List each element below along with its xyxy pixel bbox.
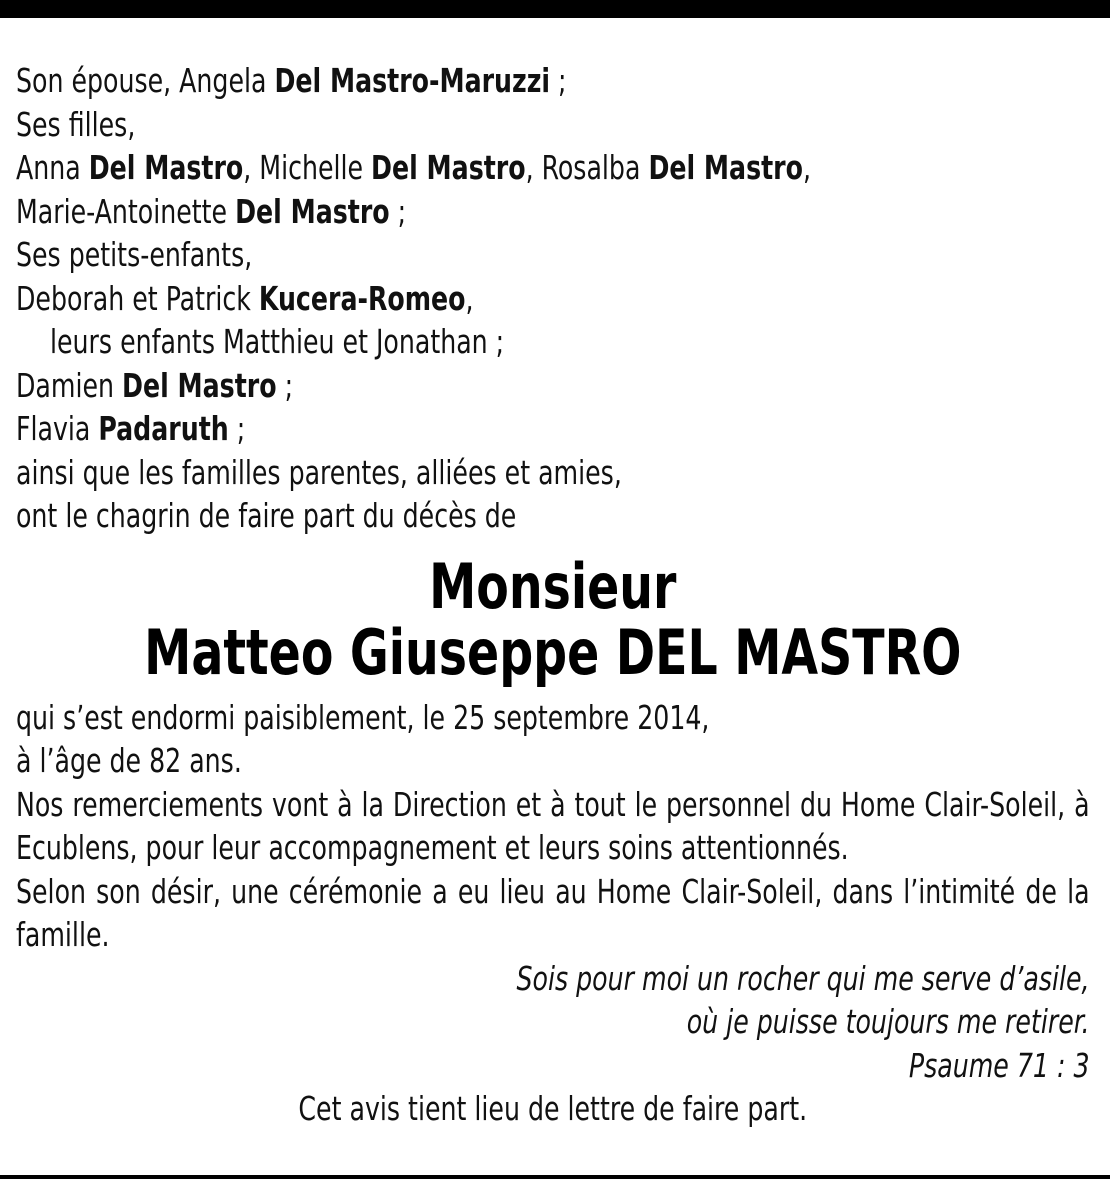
deceased-honorific: Monsieur <box>429 549 677 623</box>
separator: , <box>465 278 474 318</box>
top-rule <box>0 0 1110 18</box>
separator: , <box>525 148 542 187</box>
verse-reference: Psaume 71 : 3 <box>908 1045 1090 1085</box>
wife-prefix: Son épouse, Angela <box>16 61 275 100</box>
grandchild2-line <box>16 364 1090 408</box>
age-line: à l’âge de 82 ans. <box>16 741 242 780</box>
separator: , <box>243 148 260 187</box>
passing-line: qui s’est endormi paisiblement, le 25 septembre 2014, <box>16 697 710 737</box>
separator: ; <box>276 365 294 405</box>
grandchild-last-name: Padaruth <box>98 409 229 448</box>
daughter-first-name: Anna <box>16 148 89 187</box>
wife-suffix: ; <box>550 61 567 100</box>
grandchild-first-name: Damien <box>16 365 123 405</box>
daughter-first-name: Marie-Antoinette <box>16 191 236 231</box>
grandchild1-line <box>16 277 1090 321</box>
grandchild-last-name: Kucera-Romeo <box>258 278 466 318</box>
verse-line-2: où je puisse toujours me retirer. <box>686 1002 1090 1041</box>
separator: ; <box>389 191 407 231</box>
daughters-line <box>16 146 1090 190</box>
daughter-last-name: Del Mastro <box>235 191 390 231</box>
separator: ; <box>228 409 246 448</box>
deceased-name: Matteo Giuseppe DEL MASTRO <box>144 615 962 689</box>
separator: , <box>802 148 811 187</box>
grandchildren-intro: Ses petits-enfants, <box>16 235 253 274</box>
daughter-first-name: Rosalba <box>541 148 649 187</box>
announcement-line: ont le chagrin de faire part du décès de <box>16 496 517 535</box>
daughter-first-name: Michelle <box>259 148 372 187</box>
daughter-last-name: Del Mastro <box>88 148 244 187</box>
great-grandchildren-line: leurs enfants Matthieu et Jonathan ; <box>50 322 505 361</box>
bottom-rule <box>0 1175 1110 1179</box>
relatives-line: ainsi que les familles parentes, alliées et amies, <box>16 452 622 492</box>
wife-line <box>16 59 1090 103</box>
grandchild-last-name: Del Mastro <box>122 365 277 405</box>
wife-name: Del Mastro-Maruzzi <box>274 61 551 100</box>
verse-line-1: Sois pour moi un rocher qui me serve d’asile, <box>516 958 1090 998</box>
grandchild-first-name: Flavia <box>16 409 99 448</box>
daughter4-line <box>16 190 1090 234</box>
daughter-last-name: Del Mastro <box>371 148 526 187</box>
ceremony-paragraph: Selon son désir, une cérémonie a eu lieu au Home Clair-Soleil, dans l’intimité de la famille. <box>16 871 1090 954</box>
footer-note: Cet avis tient lieu de lettre de faire part. <box>298 1089 808 1128</box>
grandchild-first-name: Deborah et Patrick <box>16 278 259 318</box>
daughter-last-name: Del Mastro <box>648 148 803 187</box>
obituary-notice <box>16 59 1090 1131</box>
daughters-intro: Ses filles, <box>16 104 136 144</box>
grandchild3-line <box>16 407 1090 451</box>
thanks-paragraph: Nos remerciements vont à la Direction et à tout le personnel du Home Clair-Soleil, à Ecublens, pour leur accompagnement et leurs soins attentionnés. <box>16 784 1090 867</box>
